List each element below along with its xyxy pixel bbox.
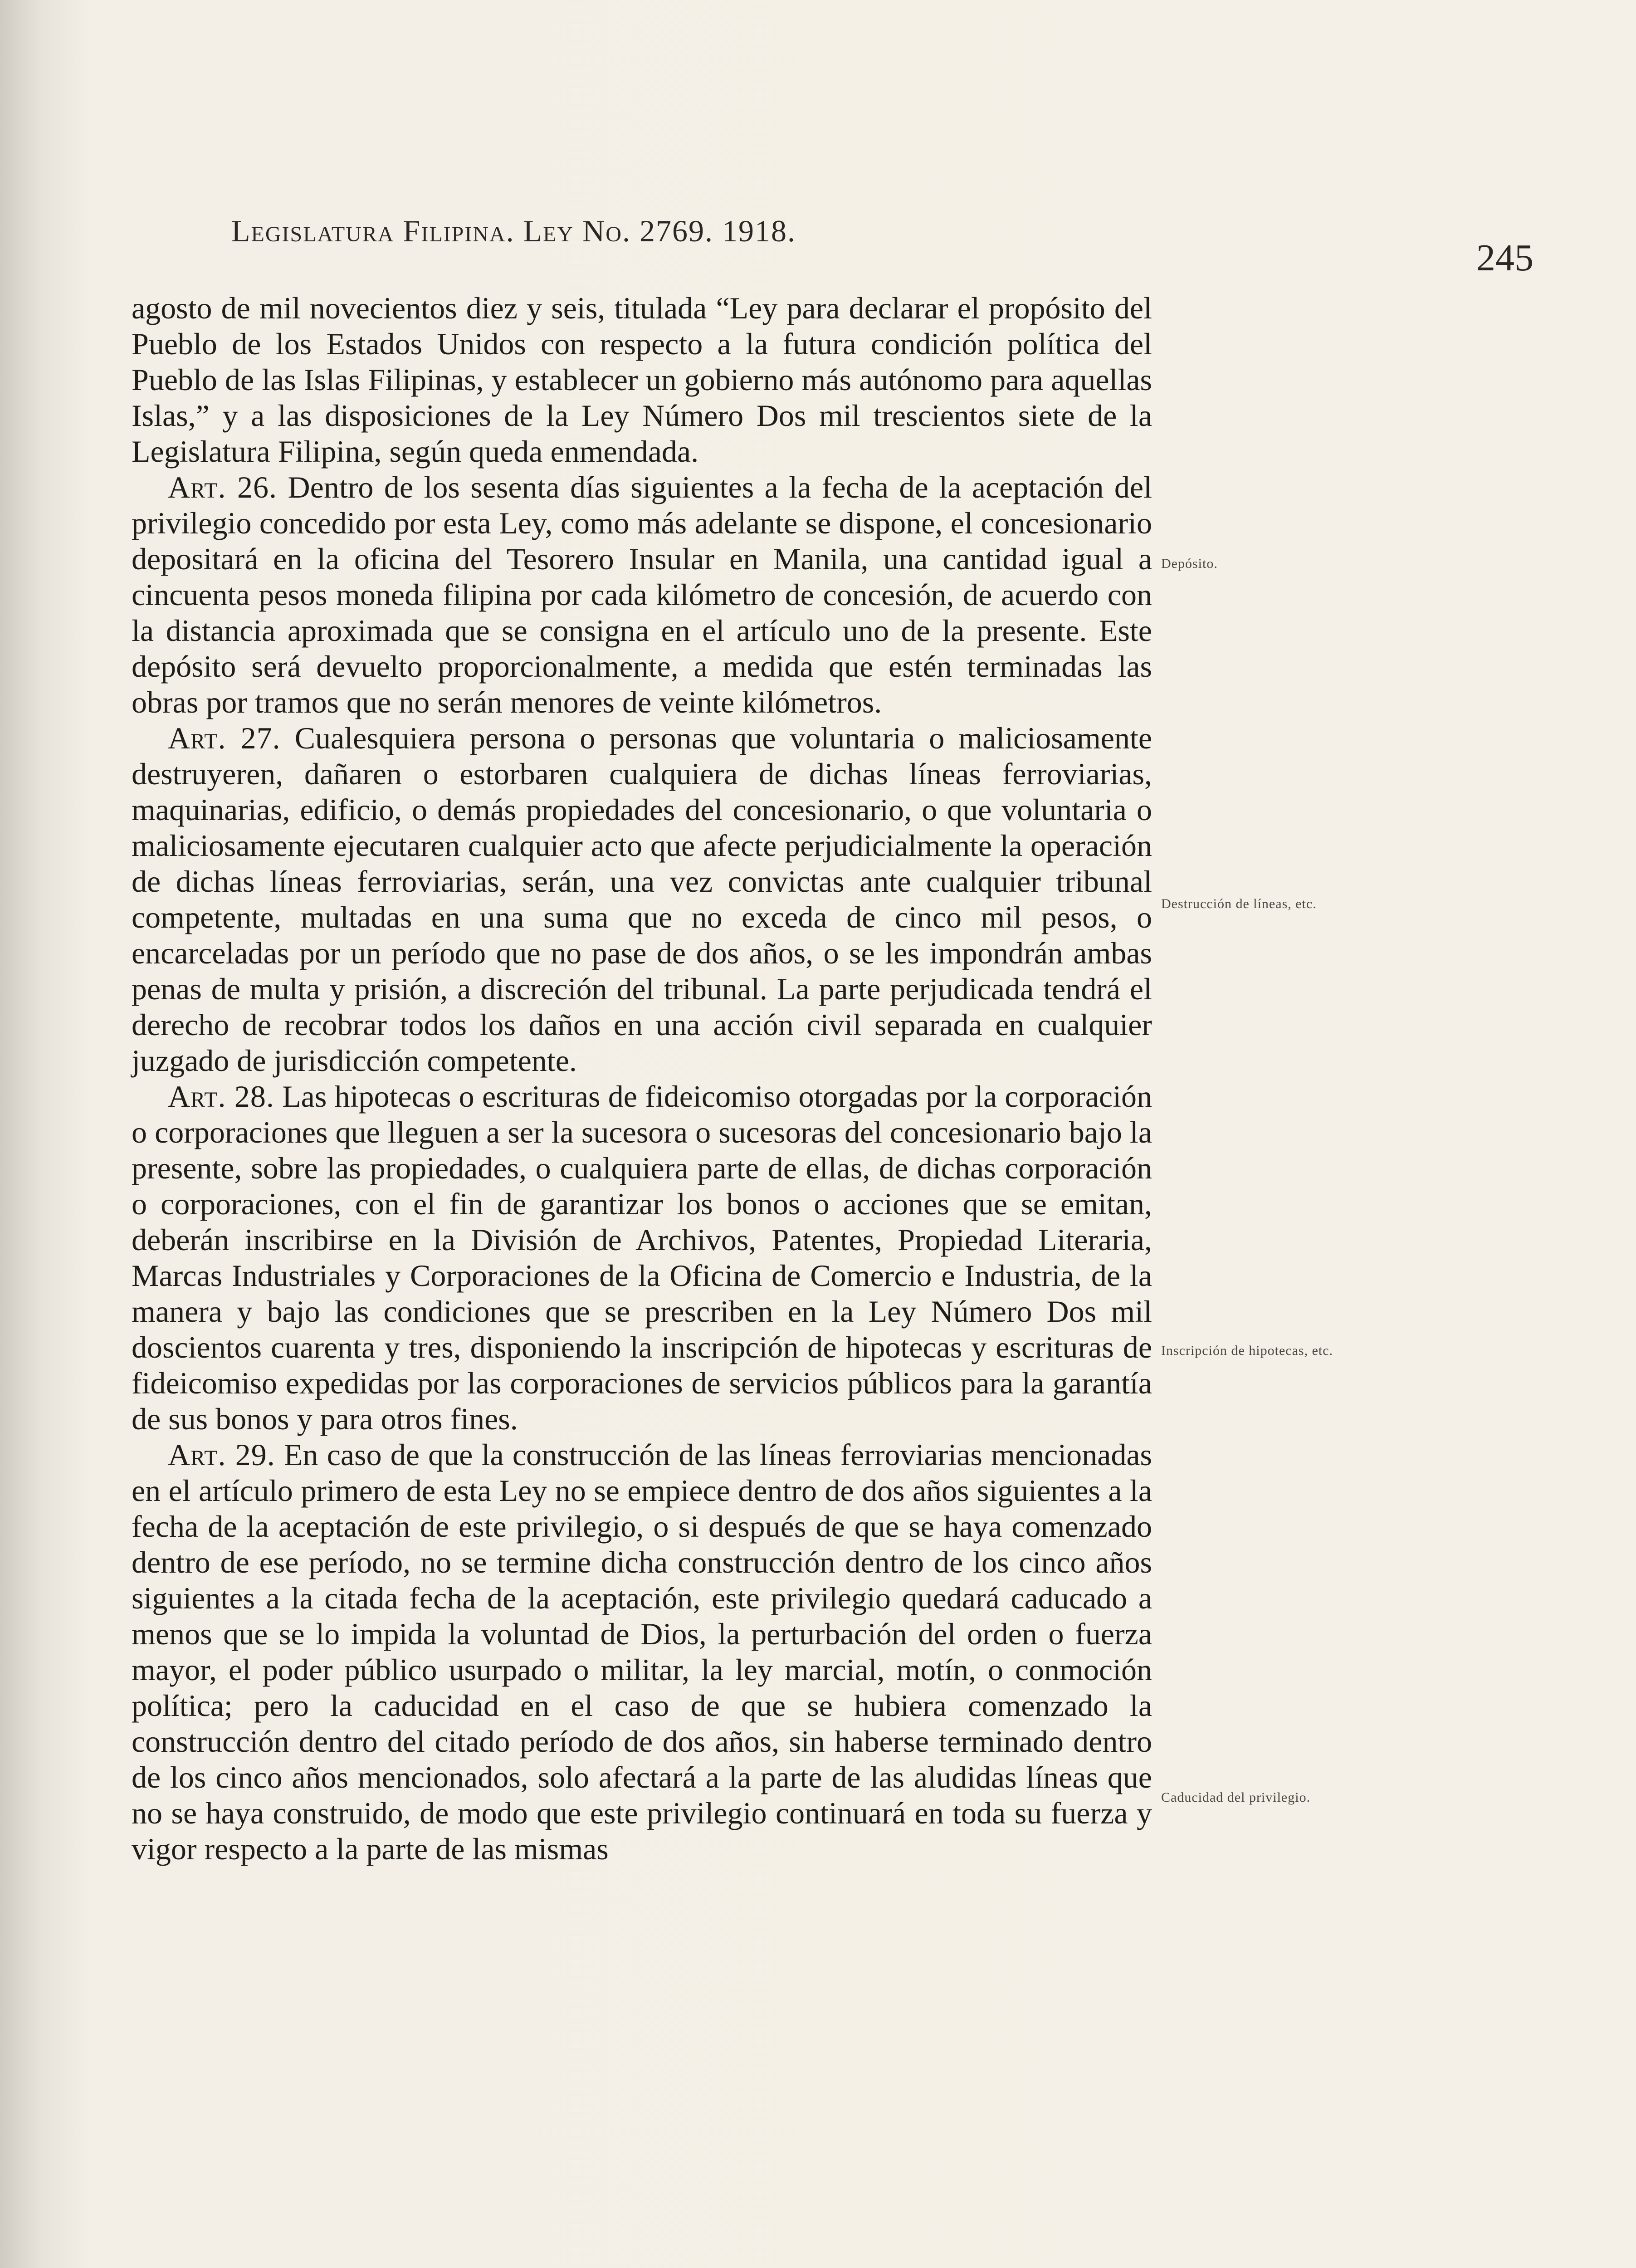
article-text: Dentro de los sesenta días siguientes a la fecha de la aceptación del privilegio concedido por esta Ley, como más adelante se dispone, el concesionario depositará en la oficina del Tesorero Insular en Manila, una cantidad igual a cincuenta pesos moneda filipina por cada kilómetro de concesión, de acuerdo con la distancia aproximada que se consigna en el artículo uno de la presente. Este depósito será devuelto proporcionalmente, a medida que estén terminadas las obras por tramos que no serán menores de veinte kilómetros. [132,470,1153,719]
article-29 [132,1437,1152,1867]
article-label: Art. 29. [168,1437,275,1472]
article-26 [132,469,1152,720]
margin-note-destruccion: Destrucción de líneas, etc. [1161,896,1317,911]
article-text: En caso de que la construcción de las líneas ferroviarias mencionadas en el artículo primero de esta Ley no se empiece dentro de dos años siguientes a la fecha de la aceptación de este privilegio, o si después de que se haya comenzado dentro de ese período, no se termine dicha construcción dentro de los cinco años siguientes a la citada fecha de la aceptación, este privilegio quedará caducado a menos que se lo impida la voluntad de Dios, la perturbación del orden o fuerza mayor, el poder público usurpado o militar, la ley marcial, motín, o conmoción política; pero la caducidad en el caso de que se hubiera comenzado la construcción dentro del citado período de dos años, sin haberse terminado dentro de los cinco años mencionados, solo afectará a la parte de las aludidas líneas que no se haya construido, de modo que este privilegio continuará en toda su fuerza y vigor respecto a la parte de las mismas [132,1437,1153,1866]
running-head: Legislatura Filipina. Ley No. 2769. 1918. [231,214,796,248]
article-text: Las hipotecas o escrituras de fideicomiso otorgadas por la corporación o corporaciones que lleguen a ser la sucesora o sucesoras del concesionario bajo la presente, sobre las propiedades, o cualquiera parte de ellas, de dichas corporación o corporaciones, con el fin de garantizar los bonos o acciones que se emitan, deberán inscribirse en la División de Archivos, Patentes, Propiedad Literaria, Marcas Industriales y Corporaciones de la Oficina de Comercio e Industria, de la manera y bajo las condiciones que se prescriben en la Ley Número Dos mil doscientos cuarenta y tres, disponiendo la inscripción de hipotecas y escrituras de fideicomiso expedidas por las corporaciones de servicios públicos para la garantía de sus bonos y para otros fines. [132,1079,1153,1436]
article-label: Art. 27. [168,721,281,755]
margin-note-deposito: Depósito. [1161,556,1218,571]
article-text: Cualesquiera persona o personas que voluntaria o maliciosamente destruyeren, dañaren o estorbaren cualquiera de dichas líneas ferroviarias, maquinarias, edificio, o demás propiedades del concesionario, o que voluntaria o maliciosamente ejecutaren cualquier acto que afecte perjudicialmente la operación de dichas líneas ferroviarias, serán, una vez convictas ante cualquier tribunal competente, multadas en una suma que no exceda de cinco mil pesos, o encarceladas por un período que no pase de dos años, o se les impondrán ambas penas de multa y prisión, a discreción del tribunal. La parte perjudicada tendrá el derecho de recobrar todos los daños en una acción civil separada en cualquier juzgado de jurisdicción competente. [132,721,1153,1078]
margin-note-caducidad: Caducidad del privilegio. [1161,1790,1311,1805]
margin-note-inscripcion: Inscripción de hipotecas, etc. [1161,1343,1333,1358]
article-label: Art. 26. [168,470,278,504]
article-27 [132,720,1152,1079]
article-28 [132,1079,1152,1437]
article-label: Art. 28. [168,1079,274,1114]
body-text [132,290,1152,1867]
continuation-paragraph: agosto de mil novecientos diez y seis, titulada “Ley para declarar el propósito del Pueblo de los Estados Unidos con respecto a la futura condición política del Pueblo de las Islas Filipinas, y establecer un gobierno más autónomo para aquellas Islas,” y a las disposiciones de la Ley Número Dos mil trescientos siete de la Legislatura Filipina, según queda enmendada. [132,291,1152,469]
page-number: 245 [1476,237,1533,279]
